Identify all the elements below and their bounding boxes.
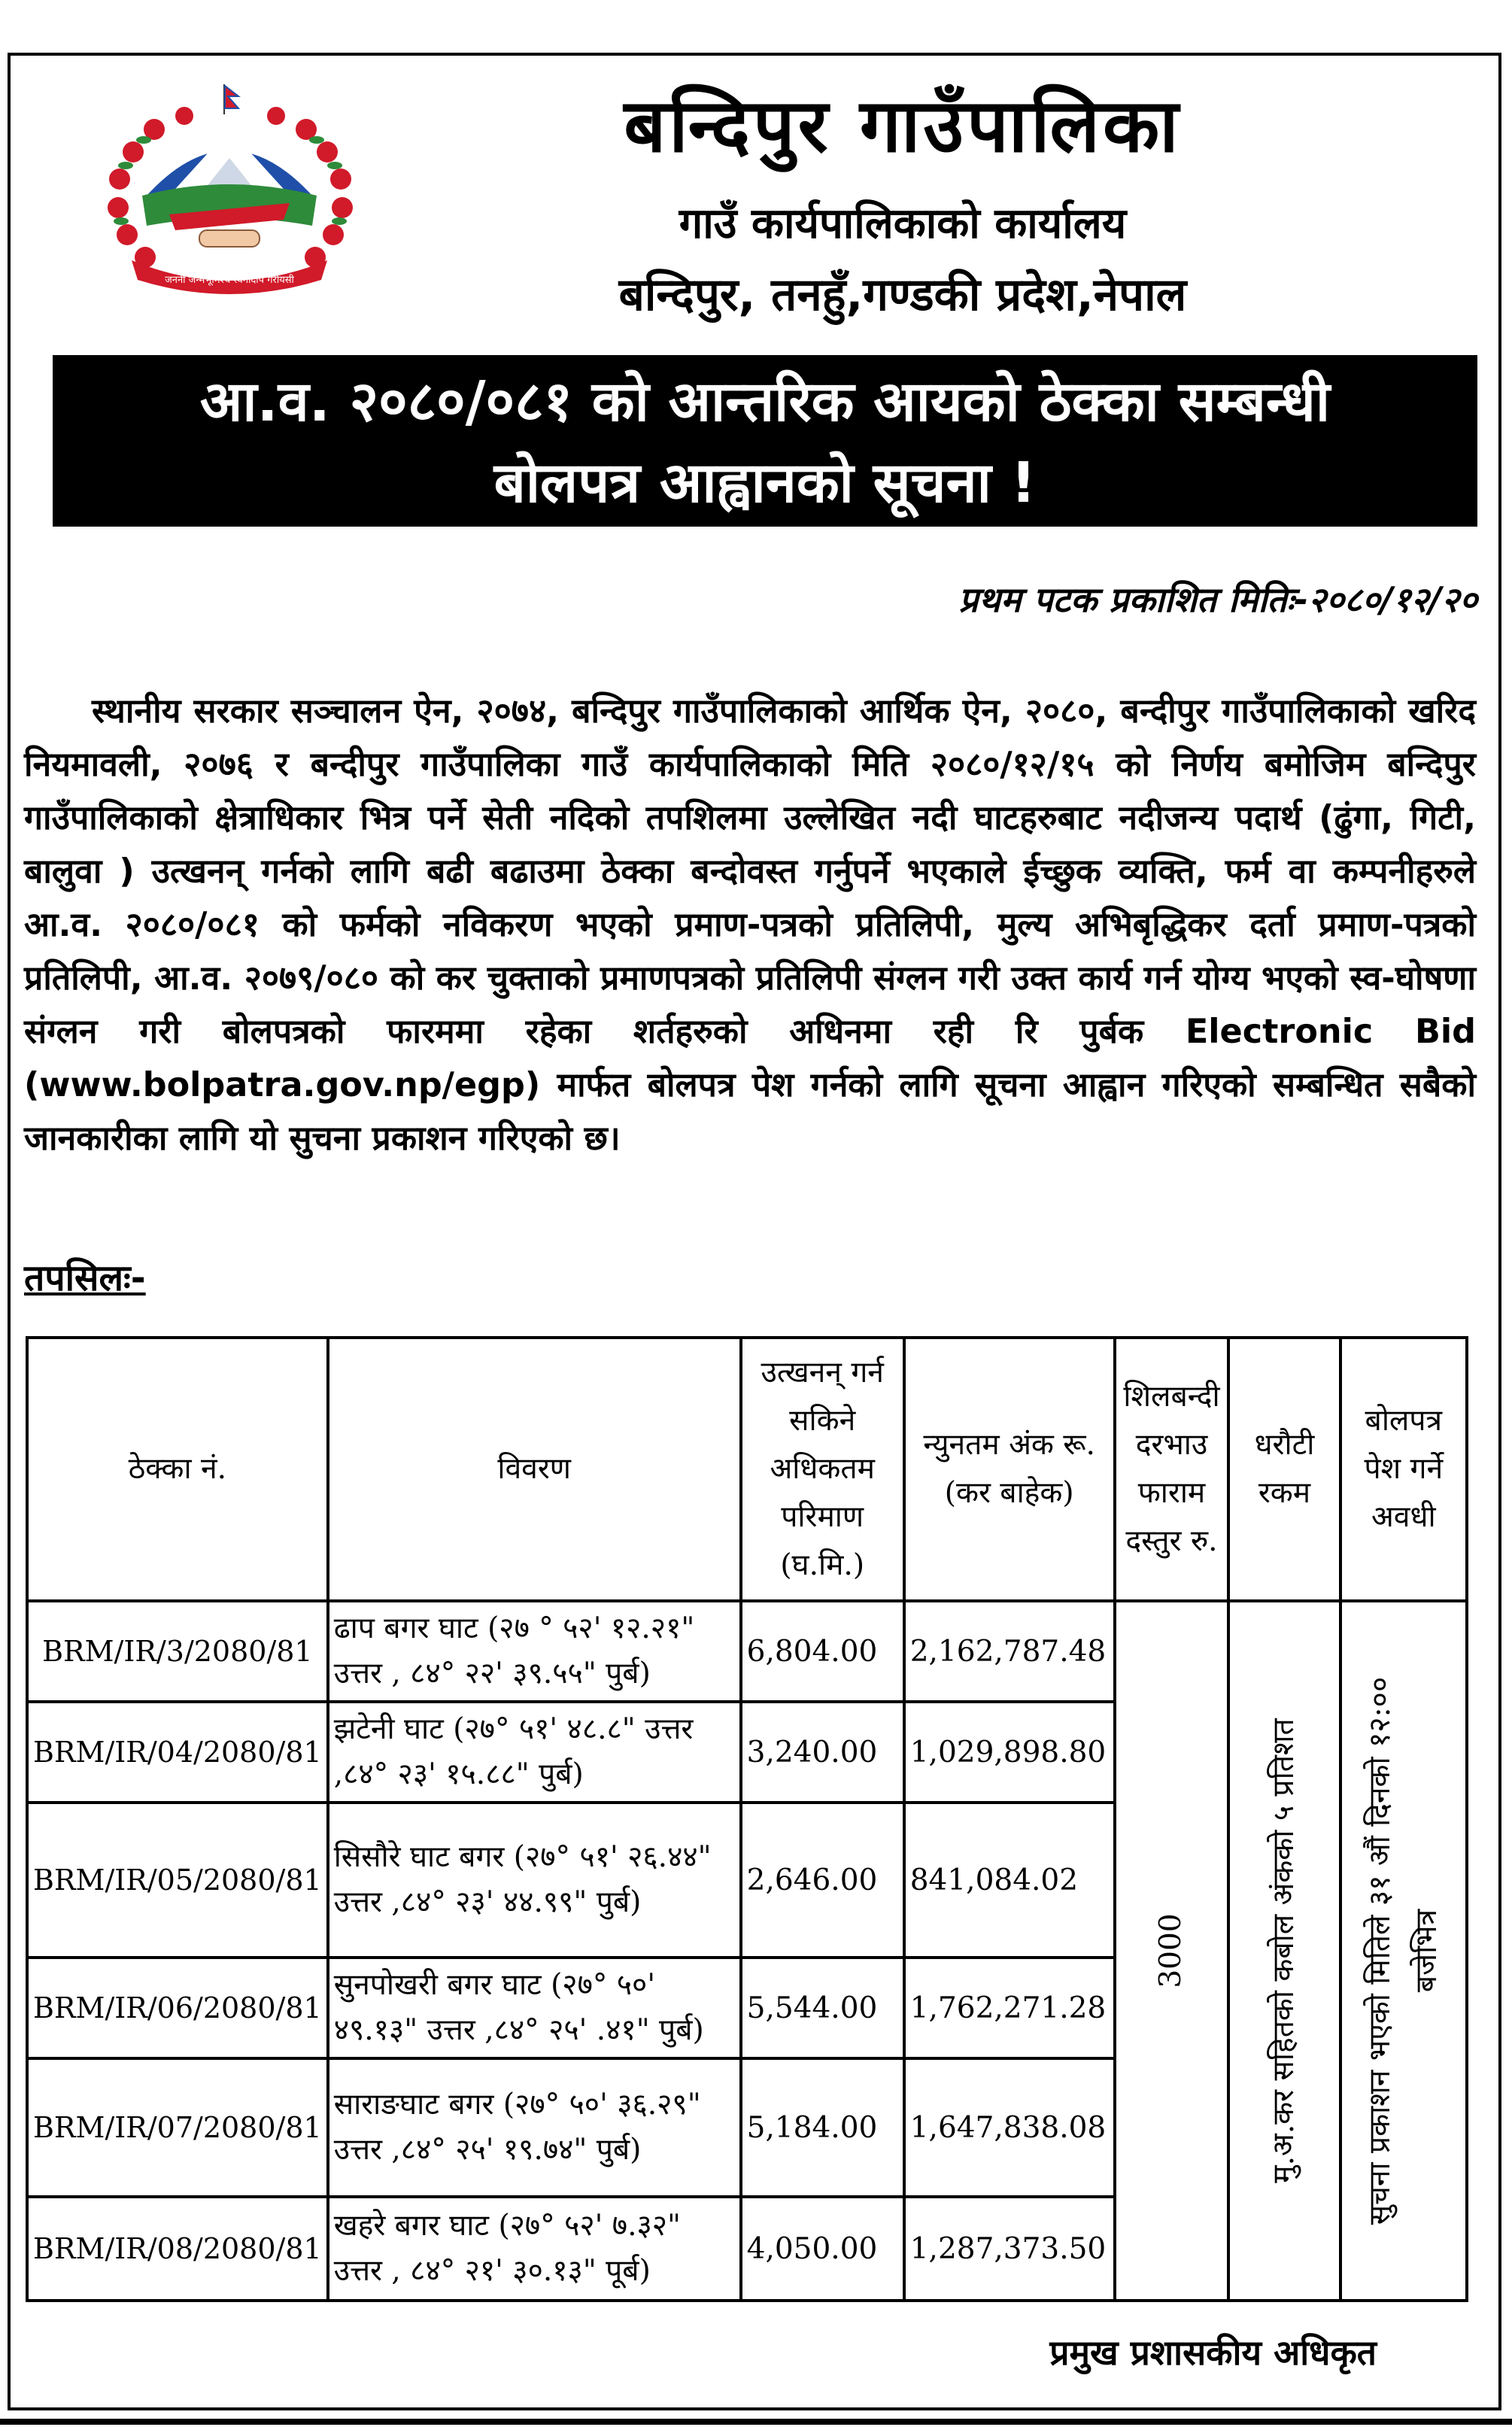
nepal-emblem [87, 83, 372, 308]
contract-code: BRM/IR/06/2080/81 [27, 1958, 328, 2058]
minimum-amount: 1,762,271.28 [904, 1958, 1115, 2058]
contract-table [26, 1336, 1468, 2302]
site-description: सुनपोखरी बगर घाट (२७° ५०' ४९.१३" उत्तर ,८४° २५' .४१" पुर्ब) [328, 1958, 741, 2058]
col-header-max-quantity: उत्खनन् गर्न सकिने अधिकतम परिमाण (घ.मि.) [741, 1338, 904, 1601]
form-fee-cell [1115, 1601, 1229, 2301]
emblem-motto: जननी जन्मभूमिश्च स्वर्गादपि गरीयसी [165, 275, 294, 286]
deadline-value [1357, 1677, 1450, 2225]
publication-date [959, 576, 1478, 622]
minimum-amount: 1,287,373.50 [904, 2197, 1115, 2301]
site-description: साराङघाट बगर (२७° ५०' ३६.२९" उत्तर ,८४° २५' १९.७४" पुर्ब) [328, 2058, 741, 2197]
minimum-amount: 841,084.02 [904, 1803, 1115, 1958]
max-quantity: 5,544.00 [741, 1958, 904, 2058]
minimum-amount: 2,162,787.48 [904, 1601, 1115, 1702]
office-address: बन्दिपुर, तनहुँ,गण्डकी प्रदेश,नेपाल [618, 269, 1187, 321]
deadline-line-1: सुचना प्रकाशन भएको मितिले ३१ औं दिनको १२:०० [1362, 1676, 1397, 2225]
office-name: गाउँ कार्यपालिकाको कार्यालय [679, 199, 1127, 248]
deposit-cell [1228, 1601, 1340, 2301]
minimum-amount: 1,029,898.80 [904, 1702, 1115, 1803]
publication-date-value: २०८०/१२/२० [1308, 579, 1477, 620]
deposit-value: मु.अ.कर सहितको कबोल अंकको ५ प्रतिशत [1267, 1718, 1301, 2183]
col-header-deadline: बोलपत्र पेश गर्ने अवधी [1340, 1338, 1467, 1601]
schedule-label: तपसिलः- [24, 1257, 146, 1299]
col-header-description: विवरण [328, 1338, 741, 1601]
col-header-deposit: धरौटी रकम [1228, 1338, 1340, 1601]
max-quantity: 6,804.00 [741, 1601, 904, 1702]
col-header-contract-no: ठेक्का नं. [27, 1338, 328, 1601]
contract-code: BRM/IR/08/2080/81 [27, 2197, 328, 2301]
max-quantity: 2,646.00 [741, 1803, 904, 1958]
contract-code: BRM/IR/07/2080/81 [27, 2058, 328, 2197]
col-header-form-fee: शिलबन्दी दरभाउ फाराम दस्तुर रु. [1115, 1338, 1229, 1601]
table-row [27, 1601, 1467, 1702]
contract-code: BRM/IR/3/2080/81 [27, 1601, 328, 1702]
banner-line-2: बोलपत्र आह्वानको सूचना ! [493, 451, 1037, 515]
site-description: खहरे बगर घाट (२७° ५२' ७.३२" उत्तर , ८४° २१' ३०.१३" पूर्ब) [328, 2197, 741, 2301]
deadline-cell [1340, 1601, 1467, 2301]
notice-body: स्थानीय सरकार सञ्चालन ऐन, २०७४, बन्दिपुर गाउँपालिकाको आर्थिक ऐन, २०८०, बन्दीपुर गाउँपालिकाको खरिद नियमावली, २०७६ र बन्दीपुर गाउँपालिका गाउँ कार्यपालिकाको मिति २०८०/१२/१५ को निर्णय बमोजिम बन्दिपुर गाउँपालिकाको क्षेत्राधिकार भित्र पर्ने सेती नदिको तपशिलमा उल्लेखित नदी घाटहरुबाट नदीजन्य पदार्थ (ढुंगा, गिटी, बालुवा ) उत्खनन् गर्नको लागि बढी बढाउमा ठेक्का बन्दोवस्त गर्नुपर्ने भएकाले ईच्छुक व्यक्ति, फर्म वा कम्पनीहरुले आ.व. २०८०/०८१ को फर्मको नविकरण भएको प्रमाण-पत्रको प्रतिलिपी, मुल्य अभिबृद्धिकर दर्ता प्रमाण-पत्रको प्रतिलिपी, आ.व. २०७९/०८० को कर चुक्ताको प्रमाणपत्रको प्रतिलिपी संग्लन गरी उक्त कार्य गर्न योग्य भएको स्व-घोषणा संग्लन गरी बोलपत्रको फारममा रहेका शर्तहरुको अधिनमा रही रि पुर्बक Electronic Bid (www.bolpatra.gov.np/egp) मार्फत बोलपत्र पेश गर्नको लागि सूचना आह्वान गरिएको सम्बन्धित सबैको जानकारीका लागि यो सुचना प्रकाशन गरिएको छ। [24, 692, 1476, 1158]
site-description: झटेनी घाट (२७° ५१' ४८.८" उत्तर ,८४° २३' १५.८८" पुर्ब) [328, 1702, 741, 1803]
banner-line-1: आ.व. २०८०/०८१ को आन्तरिक आयको ठेक्का सम्बन्धी [199, 369, 1331, 434]
form-fee-value: 3000 [1154, 1913, 1189, 1988]
max-quantity: 3,240.00 [741, 1702, 904, 1803]
site-description: सिसौरे घाट बगर (२७° ५१' २६.४४" उत्तर ,८४° २३' ४४.९९" पुर्ब) [328, 1803, 741, 1958]
bottom-rule [0, 2419, 1512, 2425]
municipality-title: बन्दिपुर गाउँपालिका [624, 84, 1182, 169]
deadline-line-2: बजेभित्र [1409, 1909, 1444, 1993]
max-quantity: 4,050.00 [741, 2197, 904, 2301]
minimum-amount: 1,647,838.08 [904, 2058, 1115, 2197]
notice-banner [53, 355, 1477, 527]
col-header-min-amount: न्युनतम अंक रू. (कर बाहेक) [904, 1338, 1115, 1601]
table-header-row [27, 1338, 1467, 1601]
site-description: ढाप बगर घाट (२७ ° ५२' १२.२१" उत्तर , ८४° २२' ३९.५५" पुर्ब) [328, 1601, 741, 1702]
contract-code: BRM/IR/04/2080/81 [27, 1702, 328, 1803]
max-quantity: 5,184.00 [741, 2058, 904, 2197]
publication-label: प्रथम पटक प्रकाशित मितिः- [958, 579, 1309, 620]
contract-code: BRM/IR/05/2080/81 [27, 1803, 328, 1958]
signatory-title: प्रमुख प्रशासकीय अधिकृत [1049, 2332, 1377, 2373]
